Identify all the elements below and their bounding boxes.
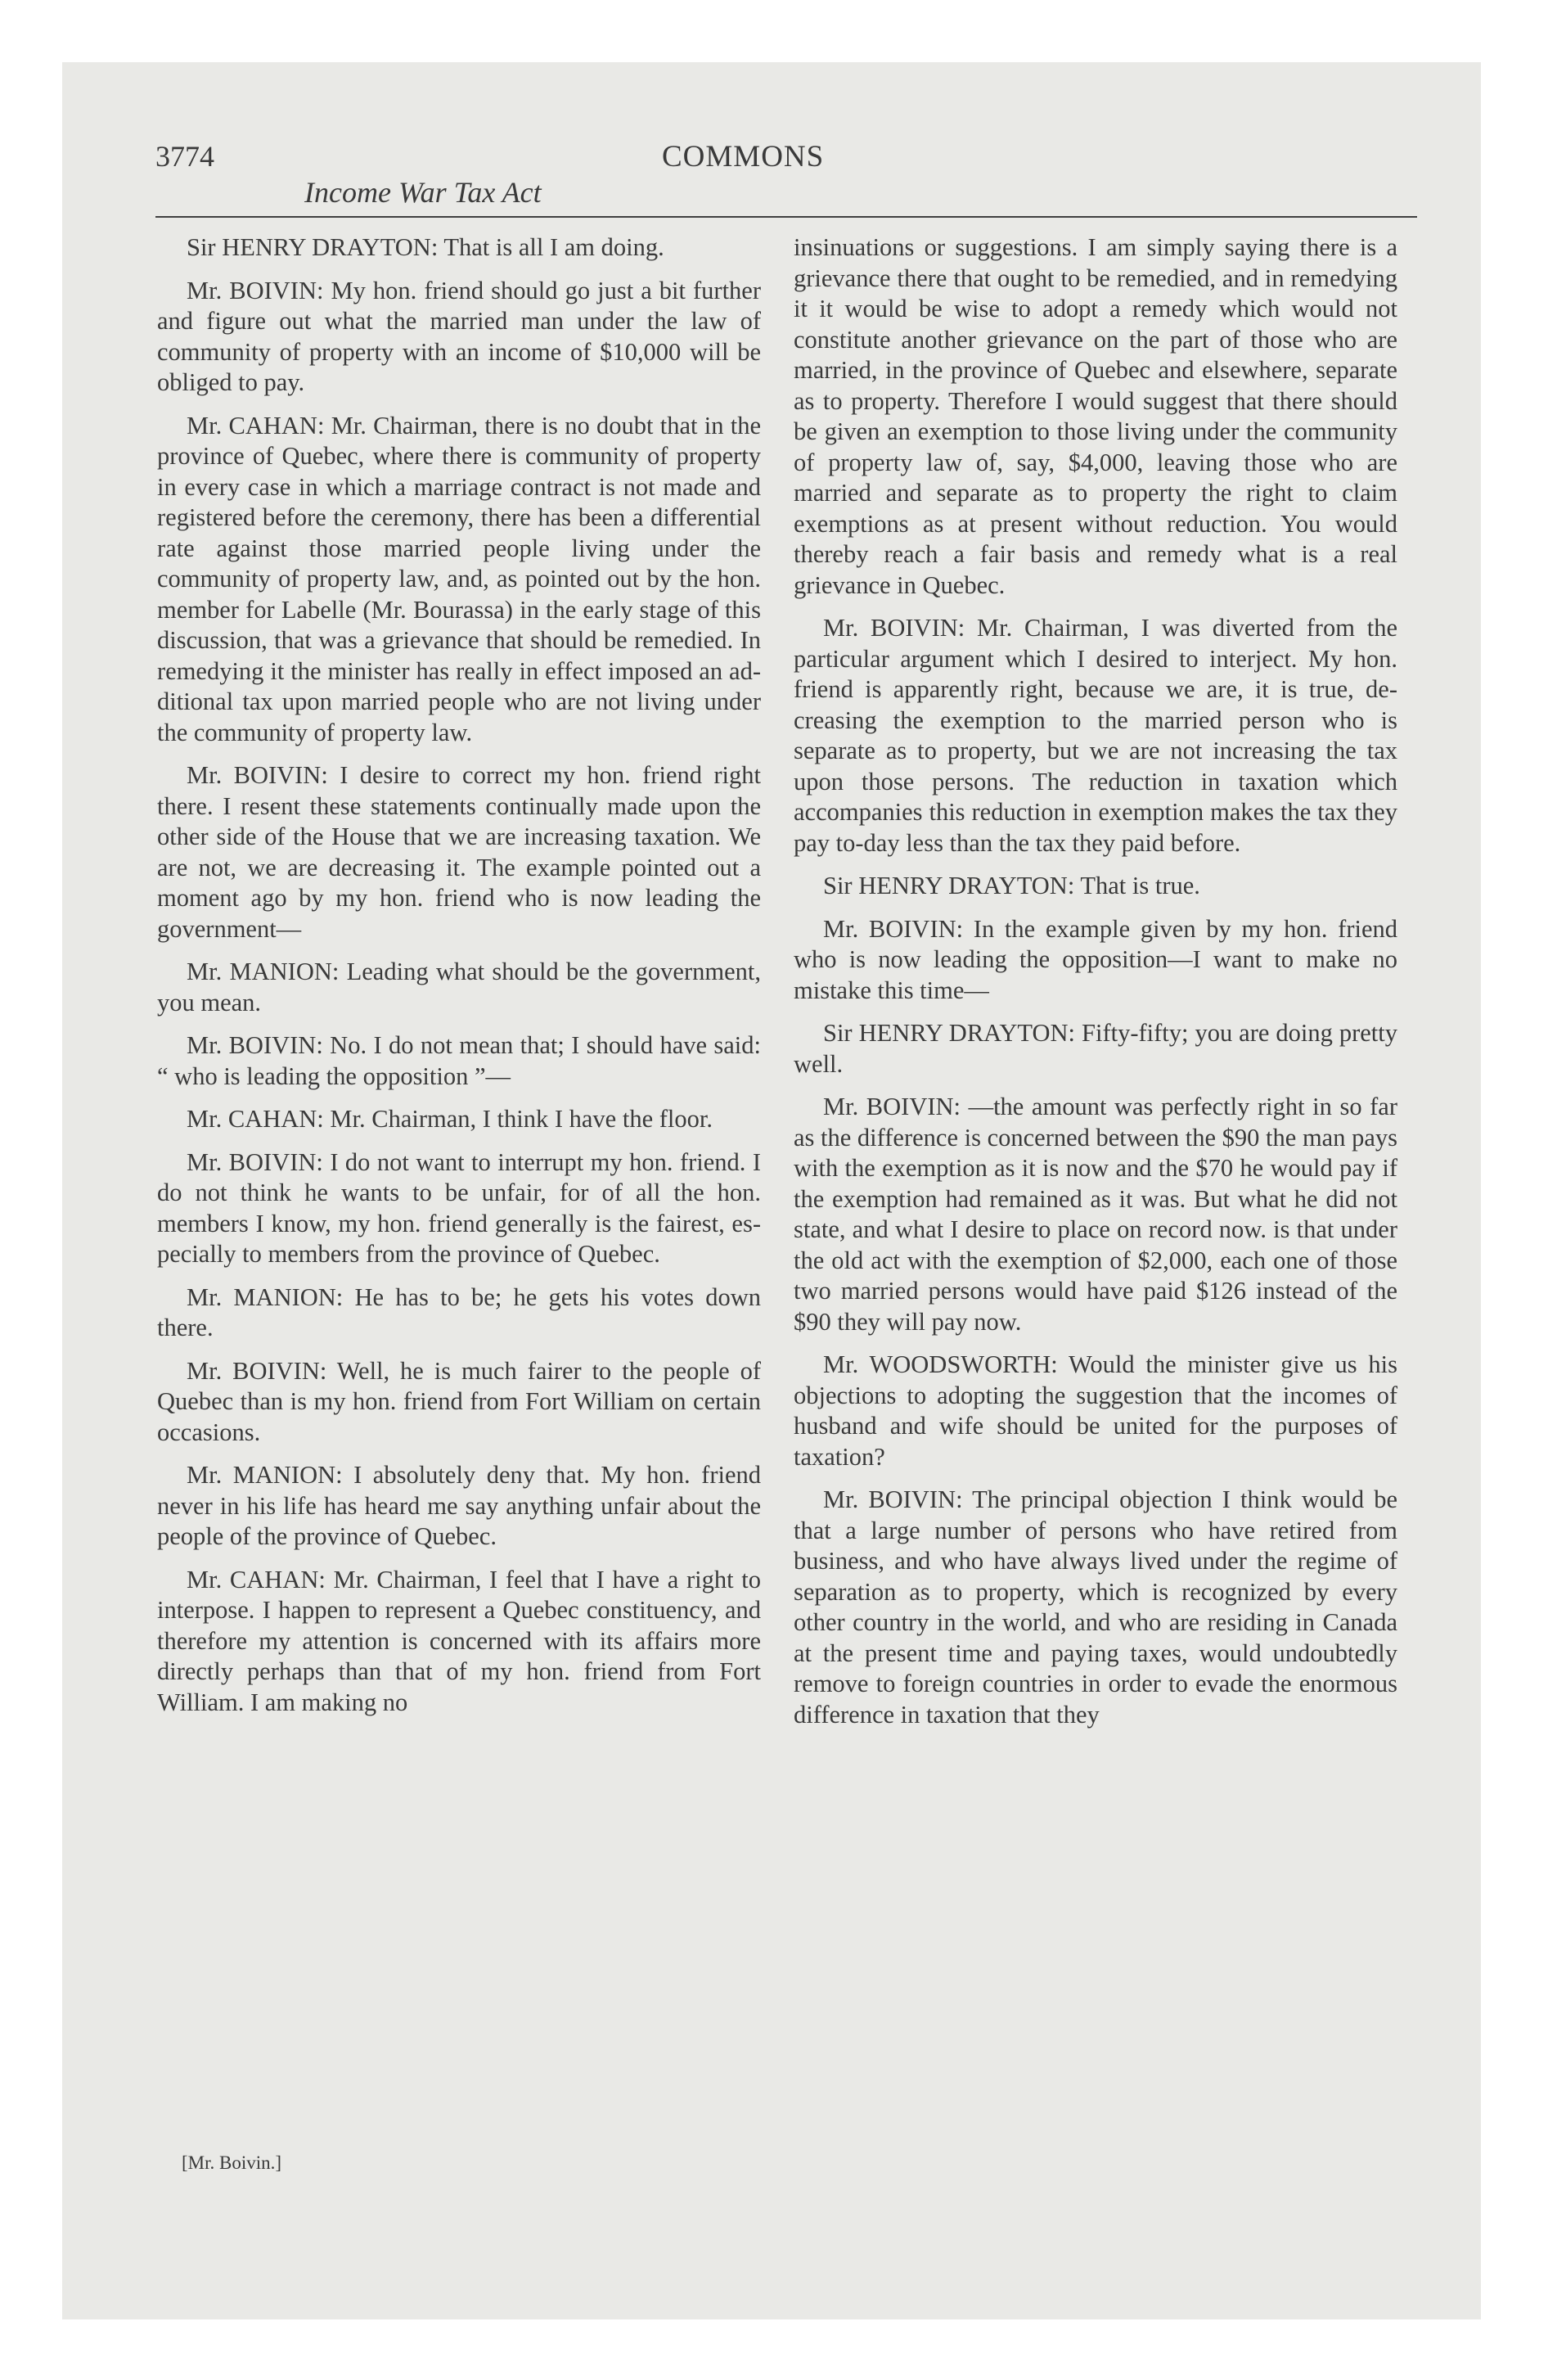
paragraph: Mr. BOIVIN: In the example given by my hon. friend who is now leading the opposition—I want to make no mistake this time—: [794, 914, 1397, 1004]
header-rule: [155, 216, 1417, 218]
page-header: [155, 139, 1417, 218]
paragraph: Mr. BOIVIN: I desire to correct my hon. friend right there. I resent these statements continually made upon the other side of the House that we are increasing taxation. We are not, we are decreasing it. The example pointed out a moment ago by my hon. friend who is now leading the government—: [157, 761, 761, 943]
paragraph: Mr. BOIVIN: —the amount was perfectly right in so far as the difference is concerned between the $90 the man pays with the exemption as it is now and the $70 he would pay if the exemption had remained as it was. But what he did not state, and what I desire to place on record now. is that under the old act with the exemption of $2,000, each one of those two married persons would have paid $126 instead of the $90 they will pay now.: [794, 1093, 1397, 1336]
right-column: [794, 232, 1397, 1742]
continued-paragraph: insinuations or suggestions. I am simply saying there is a grievance there that ought to be remedied, and in remedying it it would be wise to adopt a remedy which would not constitute another grievance on the part of those who are married, in the province of Quebec and elsewhere, separate as to property. Therefore I would suggest that there should be given an exemption to those living under the community of property law of, say, $4,000, leaving those who are married and separate as to property the right to claim exemptions as at present without reduction. You would thereby reach a fair basis and remedy what is a real grievance in Quebec.: [794, 233, 1397, 599]
paragraph: Mr. BOIVIN: Mr. Chairman, I was diverted from the particular argument which I desired to interject. My hon. friend is apparently right, because we are, it is true, decreasing the exemption to the married person who is separate as to property, but we are not increasing the tax upon those persons. The reduction in taxation which accompanies this reduction in exemption makes the tax they pay to-day less than the tax they paid before.: [794, 614, 1397, 857]
paragraph: Mr. MANION: Leading what should be the government, you mean.: [157, 958, 761, 1016]
paragraph: Mr. CAHAN: Mr. Chairman, I think I have the floor.: [187, 1105, 713, 1133]
paragraph: Mr. BOIVIN: Well, he is much fairer to the people of Quebec than is my hon. friend from Fort William on certain occasions.: [157, 1356, 761, 1446]
paragraph: Mr. CAHAN: Mr. Chairman, there is no doubt that in the province of Quebec, where there is community of property in every case in which a marriage contract is not made and registered before the ceremony, there has been a differential rate against those married people living under the community of property law, and, as pointed out by the hon. member for Labelle (Mr. Bourassa) in the early stage of this discussion, that was a grievance that should be remedied. In remedying it the minister has really in effect imposed an additional tax upon married people who are not living under the community of property law.: [157, 411, 761, 746]
paragraph: Mr. BOIVIN: No. I do not mean that; I should have said: “ who is leading the opposition ”—: [157, 1031, 761, 1090]
running-title: Income War Tax Act: [304, 176, 542, 209]
paragraph: Mr. BOIVIN: The principal objection I think would be that a large number of persons who have retired from business, and who have always lived under the regime of separation as to property, which is recognized by every other country in the world, and who are residing in Canada at the present time and paying taxes, would undoubtedly remove to foreign countries in order to evade the enormous difference in taxation that they: [794, 1485, 1397, 1729]
paragraph: Sir HENRY DRAYTON: Fifty-fifty; you are doing pretty well.: [794, 1019, 1397, 1078]
speaker-footer: [Mr. Boivin.]: [182, 2152, 282, 2173]
paragraph: Sir HENRY DRAYTON: That is all I am doing.: [187, 233, 664, 261]
left-column: [157, 232, 761, 1730]
paragraph: Mr. MANION: He has to be; he gets his votes down there.: [157, 1282, 761, 1341]
paragraph: Mr. WOODSWORTH: Would the minister give us his objections to adopting the suggestion that the incomes of husband and wife should be united for the purposes of taxation?: [794, 1350, 1397, 1471]
paragraph: Sir HENRY DRAYTON: That is true.: [823, 872, 1200, 899]
paragraph: Mr. MANION: I absolutely deny that. My hon. friend never in his life has heard me say anything unfair about the people of the province of Quebec.: [157, 1461, 761, 1550]
section-name: COMMONS: [662, 140, 825, 174]
page-number: 3774: [155, 140, 214, 173]
paragraph: Mr. BOIVIN: My hon. friend should go just a bit further and figure out what the married man under the law of community of property with an income of $10,000 will be obliged to pay.: [157, 276, 761, 396]
paragraph: Mr. BOIVIN: I do not want to interrupt my hon. friend. I do not think he wants to be unfair, for of all the hon. members I know, my hon. friend generally is the fairest, especially to members from the province of Quebec.: [157, 1147, 761, 1268]
paragraph: Mr. CAHAN: Mr. Chairman, I feel that I have a right to interpose. I happen to represent a Quebec constituency, and therefore my attention is concerned with its affairs more directly perhaps than that of my hon. friend from Fort William. I am making no: [157, 1565, 761, 1716]
